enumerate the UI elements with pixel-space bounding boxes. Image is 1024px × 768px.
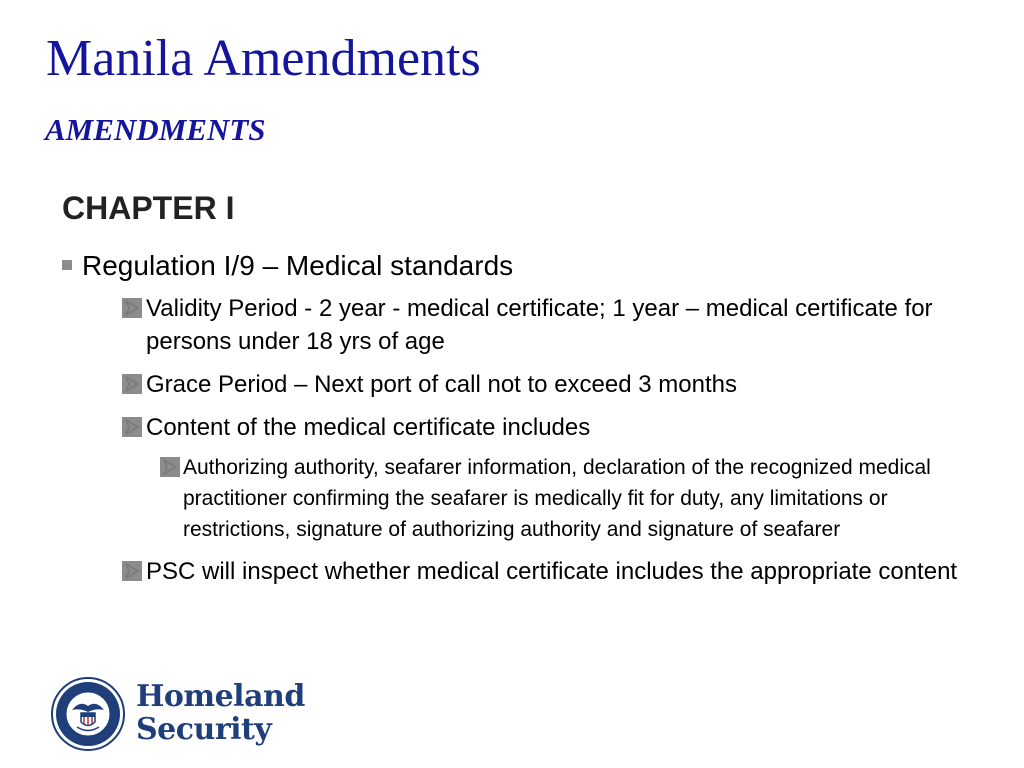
logo-wordmark: [136, 680, 305, 746]
list-item: [82, 368, 962, 401]
arrow-bullet-icon: [122, 561, 142, 581]
arrow-bullet-icon: [122, 417, 142, 437]
logo-line-2: Security: [136, 712, 272, 747]
sub-bullet-text: PSC will inspect whether medical certificate includes the appropriate content: [146, 558, 958, 586]
list-item: [82, 452, 962, 545]
sub-bullet-text: Content of the medical certificate includes: [146, 414, 591, 442]
chapter-heading: CHAPTER I: [62, 190, 235, 226]
bullet-list: [62, 249, 962, 589]
arrow-bullet-icon: [122, 298, 142, 318]
list-item: [82, 555, 962, 588]
sub-bullet-list: [82, 555, 962, 588]
nested-bullet-list: [82, 452, 962, 545]
slide-content: [62, 190, 962, 594]
sub-bullet-list: [82, 292, 962, 444]
arrow-bullet-icon: [122, 374, 142, 394]
dhs-seal-icon: [50, 676, 126, 752]
square-bullet-icon: [62, 260, 72, 270]
list-item: [82, 411, 962, 444]
logo-line-1: Homeland: [136, 679, 305, 714]
list-item: [82, 292, 962, 358]
slide-title: Manila Amendments: [46, 30, 481, 87]
nested-bullet-text: Authorizing authority, seafarer information, declaration of the recognized medical practitioner confirming the seafarer is medically fit for duty, any limitations or restrictions, signature of authorizing authority and signature of seafarer: [183, 456, 931, 542]
dhs-logo: [50, 676, 310, 754]
arrow-bullet-icon: [160, 457, 180, 477]
list-item: [62, 249, 962, 589]
bullet-text: Regulation I/9 – Medical standards: [82, 249, 514, 281]
sub-bullet-text: Grace Period – Next port of call not to exceed 3 months: [146, 371, 737, 399]
sub-bullet-text: Validity Period - 2 year - medical certificate; 1 year – medical certificate for persons under 18 yrs of age: [146, 295, 933, 356]
slide-subtitle: AMENDMENTS: [45, 112, 266, 147]
